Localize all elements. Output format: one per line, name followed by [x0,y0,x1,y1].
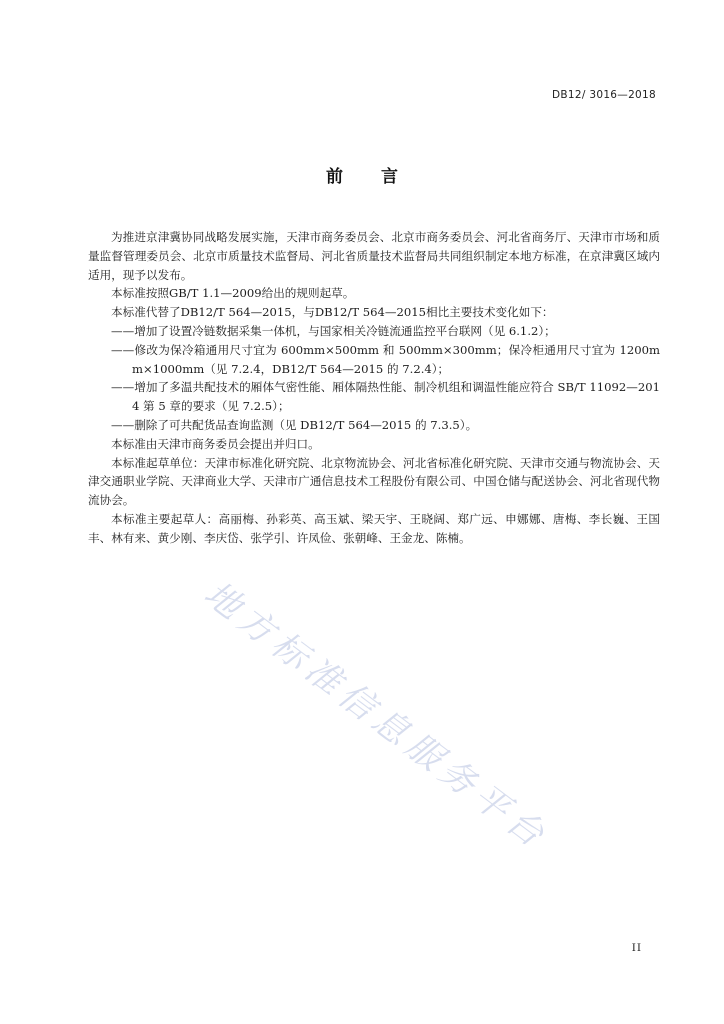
paragraph-purpose: 为推进京津冀协同战略发展实施，天津市商务委员会、北京市商务委员会、河北省商务厅、天津市市场和质量监督管理委员会、北京市质量技术监督局、河北省质量技术监督局共同组织制定本地方标准，在京津冀区域内适用，现予以发布。 [88,230,660,282]
page-number: II [631,942,642,954]
watermark: 地方标准信息服务平台 [196,574,556,859]
title-char-1: 前 [326,167,343,187]
page-title [0,162,724,187]
paragraph-proposer: 本标准由天津市商务委员会提出并归口。 [111,436,320,451]
change-item-4: ——删除了可共配货品查询监测（见 DB12/T 564—2015 的 7.3.5）。 [111,417,478,432]
change-item-1: ——增加了设置冷链数据采集一体机，与国家相关冷链流通监控平台联网（见 6.1.2）； [111,323,556,338]
change-item-3: ——增加了多温共配技术的厢体气密性能、厢体隔热性能、制冷机组和调温性能应符合 SB/T 11092—2014 第 5 章的要求（见 7.2.5）； [111,380,660,414]
document-code: DB12/ 3016—2018 [552,89,656,101]
paragraph-drafting-rules: 本标准按照GB/T 1.1—2009给出的规则起草。 [111,286,355,301]
change-item-2: ——修改为保冷箱通用尺寸宜为 600mm×500mm 和 500mm×300mm；保冷柜通用尺寸宜为 1200mm×1000mm（见 7.2.4，DB12/T 564—2015 的 7.2.4）； [111,342,660,376]
title-char-2: 言 [381,167,398,187]
paragraph-drafters: 本标准主要起草人：高丽梅、孙彩英、高玉斌、梁天宇、王晓阔、郑广远、申娜娜、唐梅、李长巍、王国丰、林有来、黄少刚、李庆岱、张学引、许凤俭、张朝峰、王金龙、陈楠。 [88,511,660,545]
paragraph-drafting-units: 本标准起草单位：天津市标准化研究院、北京物流协会、河北省标准化研究院、天津市交通与物流协会、天津交通职业学院、天津商业大学、天津市广通信息技术工程股份有限公司、中国仓储与配送协会、河北省现代物流协会。 [88,455,660,508]
foreword-body [88,228,660,548]
paragraph-replacement: 本标准代替了DB12/T 564—2015，与DB12/T 564—2015相比主要技术变化如下： [111,305,554,320]
